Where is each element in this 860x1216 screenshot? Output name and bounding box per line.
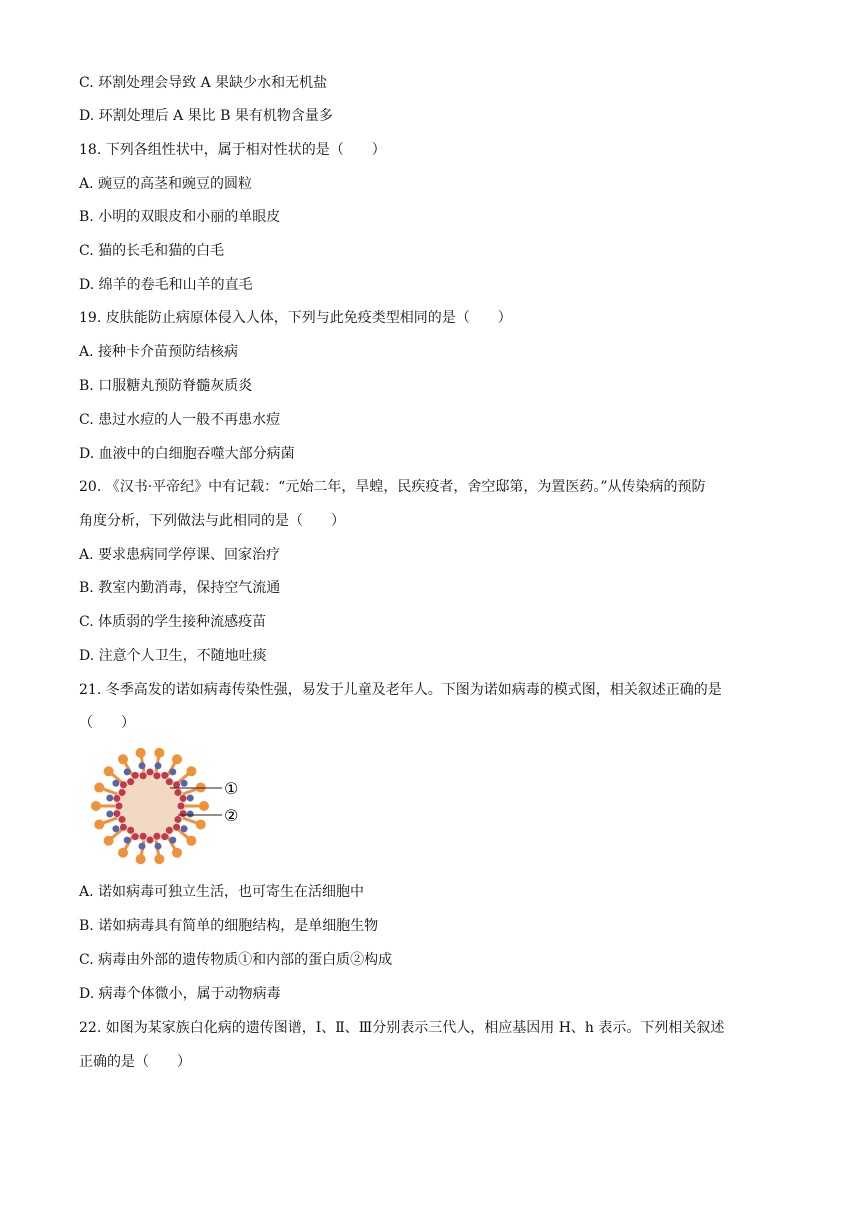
q17-option-c: C. 环割处理会导致 A 果缺少水和无机盐 <box>79 75 328 91</box>
q20-option-d: D. 注意个人卫生，不随地吐痰 <box>79 648 267 664</box>
virus-capsid-unit <box>116 803 123 810</box>
q18-option-b: B. 小明的双眼皮和小丽的单眼皮 <box>79 209 281 225</box>
virus-capsid-unit <box>180 795 187 802</box>
virus-spike-head <box>186 836 196 846</box>
q21-option-a: A. 诺如病毒可独立生活，也可寄生在活细胞中 <box>79 884 365 900</box>
virus-capsid-unit <box>127 778 134 785</box>
virus-capsid-unit <box>132 772 139 779</box>
virus-capsid-unit <box>153 772 160 779</box>
virus-spike-head <box>172 848 182 858</box>
virus-capsid-unit <box>120 824 127 831</box>
q18-option-c: C. 猫的长毛和猫的白毛 <box>79 243 225 259</box>
q19-option-c: C. 患过水痘的人一般不再患水痘 <box>79 412 281 428</box>
virus-protein <box>181 825 188 832</box>
q22-stem-line1: 22. 如图为某家族白化病的遗传图谱，Ⅰ、Ⅱ、Ⅲ分别表示三代人，相应基因用 H、h 表示。下列相关叙述 <box>79 1020 725 1036</box>
virus-protein <box>154 843 161 850</box>
q20-option-b: B. 教室内勤消毒，保持空气流通 <box>79 580 281 596</box>
virus-capsid-unit <box>140 833 147 840</box>
q21-option-c: C. 病毒由外部的遗传物质①和内部的蛋白质②构成 <box>79 952 393 968</box>
virus-protein <box>181 780 188 787</box>
q19-stem: 19. 皮肤能防止病原体侵入人体，下列与此免疫类型相同的是（ ） <box>79 310 512 326</box>
virus-spike-head <box>172 754 182 764</box>
virus-capsid-unit <box>173 824 180 831</box>
virus-spike-head <box>91 801 101 811</box>
virus-capsid-unit <box>161 772 168 779</box>
q18-option-d: D. 绵羊的卷毛和山羊的直毛 <box>79 277 253 293</box>
virus-spike-head <box>104 766 114 776</box>
virus-protein <box>139 762 146 769</box>
virus-core <box>115 771 185 841</box>
virus-capsid-unit <box>147 837 154 844</box>
q19-option-b: B. 口服糖丸预防脊髓灰质炎 <box>79 378 253 394</box>
virus-capsid-unit <box>174 816 181 823</box>
label-2: ② <box>224 806 239 825</box>
virus-capsid-unit <box>119 816 126 823</box>
virus-capsid-unit <box>166 778 173 785</box>
norovirus-diagram <box>88 740 248 870</box>
virus-capsid-unit <box>178 803 185 810</box>
virus-capsid-unit <box>120 781 127 788</box>
virus-capsid-unit <box>147 769 154 776</box>
virus-protein <box>139 843 146 850</box>
q21-stem-line1: 21. 冬季高发的诺如病毒传染性强，易发于儿童及老年人。下图为诺如病毒的模式图，相关叙述正确的是 <box>79 682 722 698</box>
label-1: ① <box>224 779 239 798</box>
q21-option-d: D. 病毒个体微小，属于动物病毒 <box>79 986 281 1002</box>
virus-capsid-unit <box>161 833 168 840</box>
q20-option-a: A. 要求患病同学停课、回家治疗 <box>79 547 281 563</box>
q17-option-d: D. 环割处理后 A 果比 B 果有机物含量多 <box>79 108 333 124</box>
virus-capsid-unit <box>127 827 134 834</box>
virus-spike-head <box>118 848 128 858</box>
virus-protein <box>187 810 194 817</box>
virus-protein <box>112 825 119 832</box>
q18-stem: 18. 下列各组性状中，属于相对性状的是（ ） <box>79 142 386 158</box>
virus-spike-head <box>186 766 196 776</box>
virus-spike-head <box>118 754 128 764</box>
virus-capsid-unit <box>132 833 139 840</box>
virus-protein <box>112 780 119 787</box>
virus-spike-head <box>104 836 114 846</box>
q20-stem-line2: 角度分析，下列做法与此相同的是（ ） <box>79 513 345 529</box>
q19-option-d: D. 血液中的白细胞吞噬大部分病菌 <box>79 446 295 462</box>
q18-option-a: A. 豌豆的高茎和豌豆的圆粒 <box>79 176 253 192</box>
virus-capsid-unit <box>153 833 160 840</box>
virus-protein <box>124 768 131 775</box>
virus-spike-head <box>94 783 104 793</box>
virus-capsid-unit <box>180 810 187 817</box>
virus-protein <box>124 837 131 844</box>
virus-spike-head <box>136 748 146 758</box>
virus-capsid-unit <box>119 789 126 796</box>
virus-capsid-unit <box>174 789 181 796</box>
virus-protein <box>169 768 176 775</box>
q21-option-b: B. 诺如病毒具有简单的细胞结构，是单细胞生物 <box>79 918 379 934</box>
virus-spike-head <box>154 854 164 864</box>
virus-capsid-unit <box>173 781 180 788</box>
q22-stem-line2: 正确的是（ ） <box>79 1054 191 1070</box>
virus-spike-head <box>136 854 146 864</box>
virus-spike-head <box>199 801 209 811</box>
virus-capsid-unit <box>140 772 147 779</box>
virus-spike-head <box>94 819 104 829</box>
q21-stem-line2: （ ） <box>79 715 135 731</box>
virus-protein <box>169 837 176 844</box>
virus-spike-head <box>196 819 206 829</box>
q19-option-a: A. 接种卡介苗预防结核病 <box>79 344 239 360</box>
q20-stem-line1: 20. 《汉书·平帝纪》中有记载：“元始二年，旱蝗，民疾疫者，舍空邸第，为置医药。”从传染病的预防 <box>79 479 706 495</box>
virus-protein <box>106 795 113 802</box>
virus-capsid-unit <box>113 810 120 817</box>
virus-capsid-unit <box>166 827 173 834</box>
q20-option-c: C. 体质弱的学生接种流感疫苗 <box>79 614 267 630</box>
virus-protein <box>187 795 194 802</box>
virus-capsid-unit <box>113 795 120 802</box>
virus-protein <box>154 762 161 769</box>
virus-spike-head <box>154 748 164 758</box>
virus-protein <box>106 810 113 817</box>
